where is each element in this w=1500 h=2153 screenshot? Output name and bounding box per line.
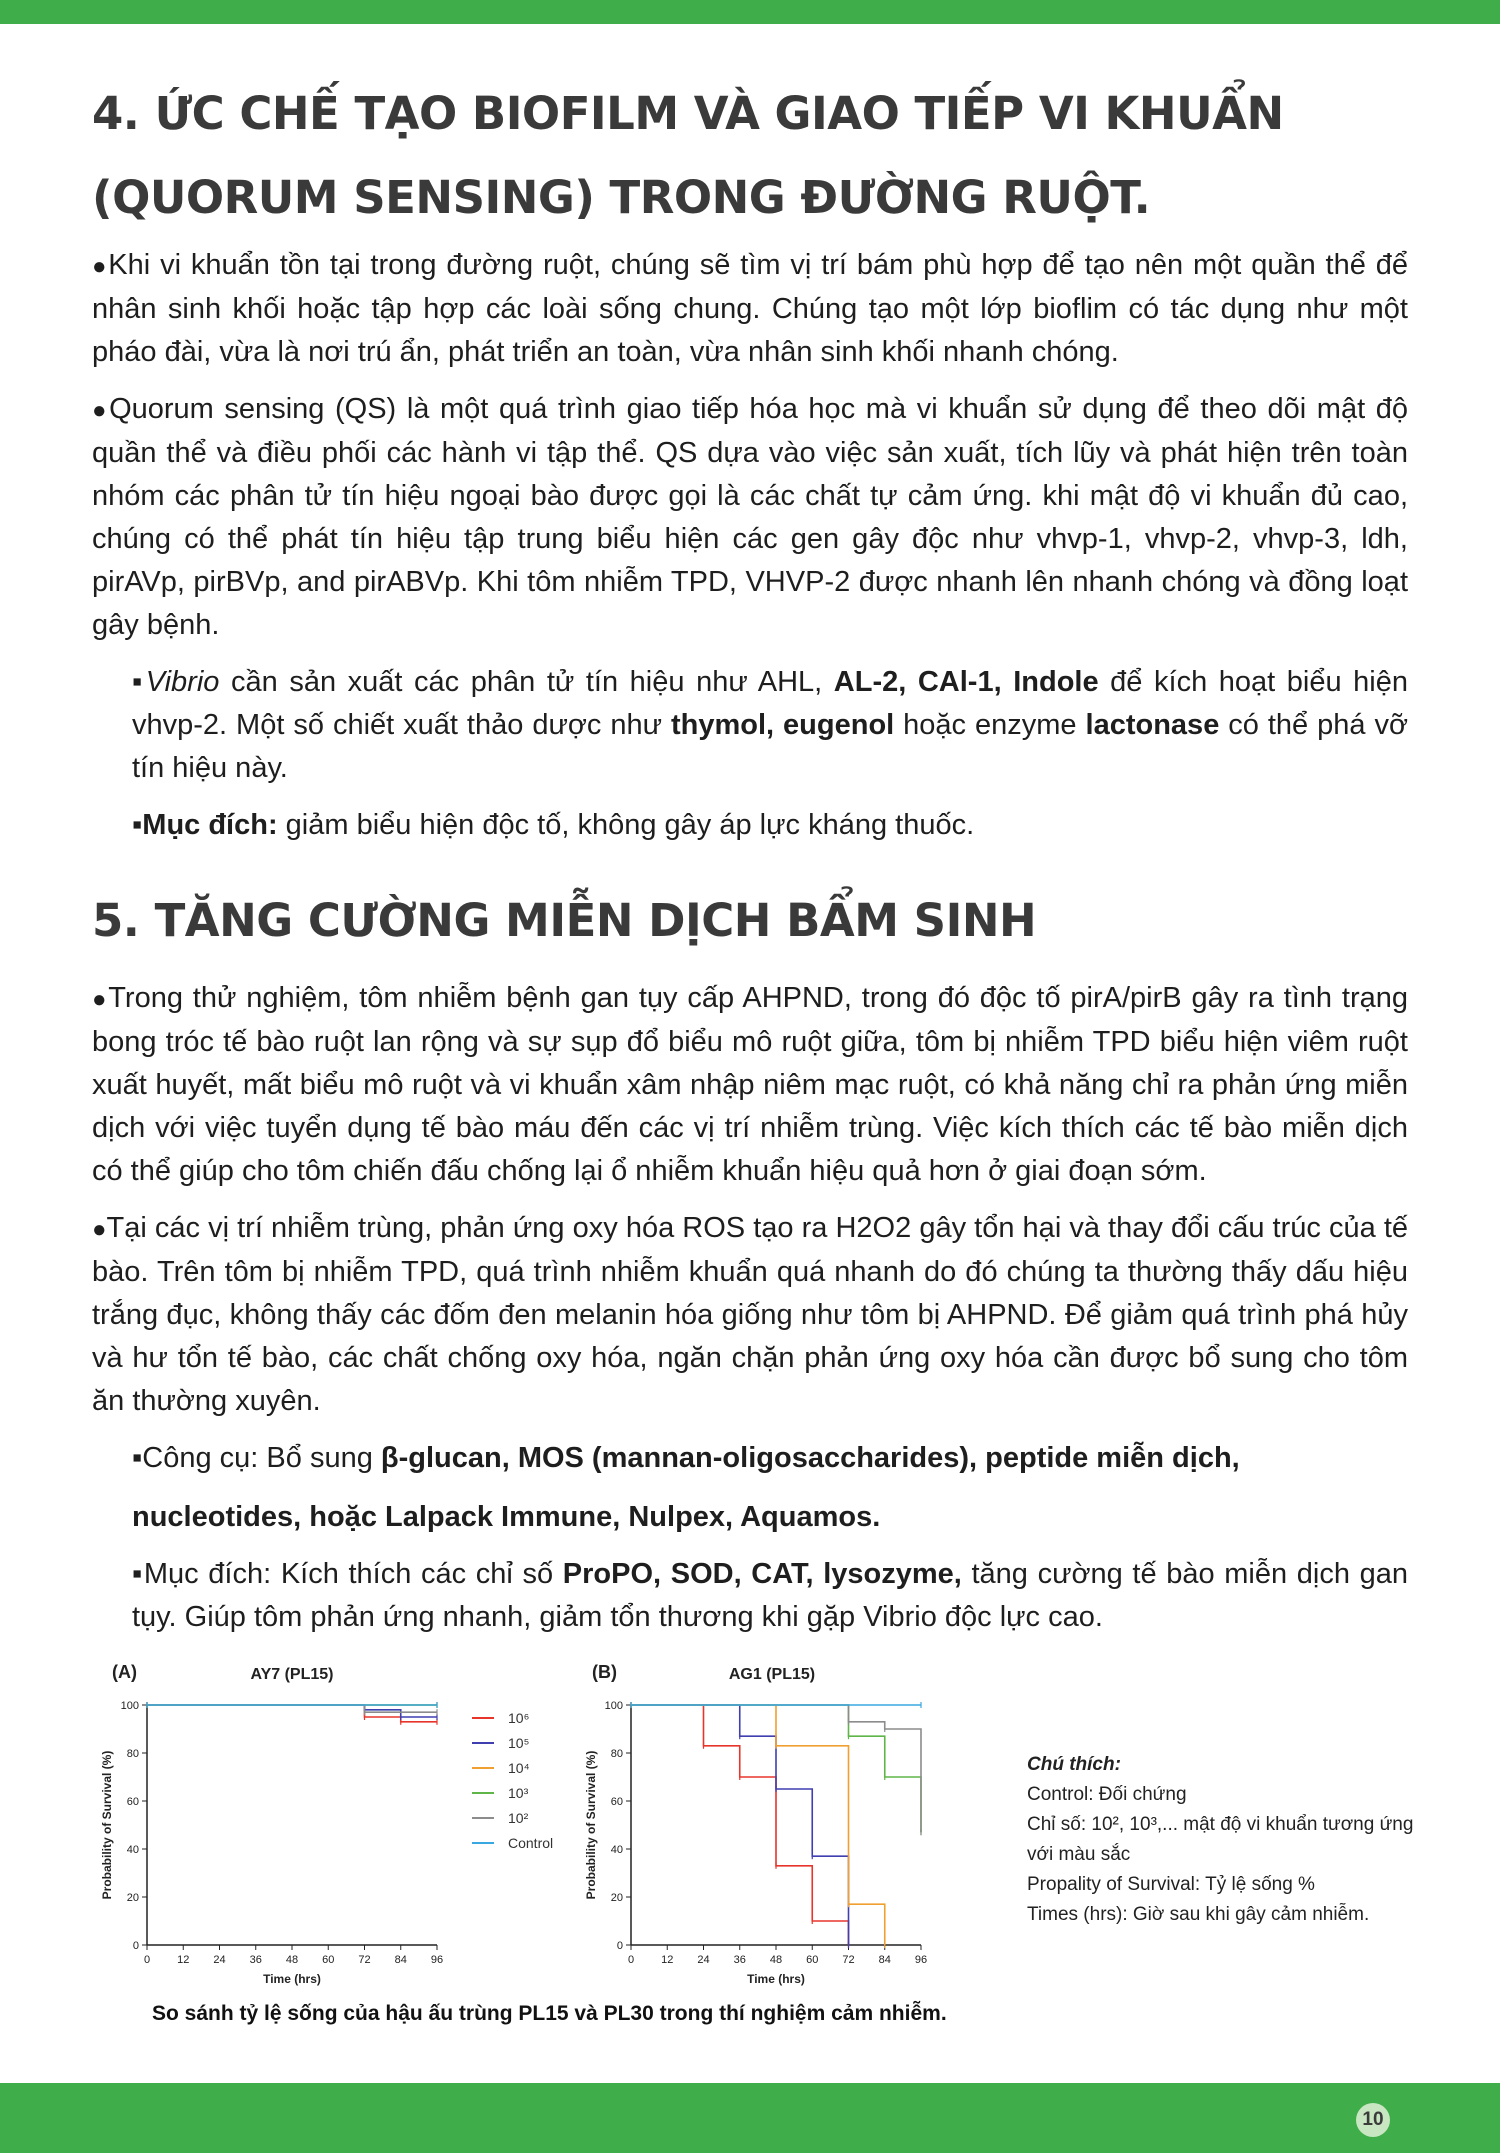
panel-b-tag: (B) bbox=[592, 1662, 617, 1682]
x-tick-label: 48 bbox=[285, 1954, 299, 1966]
section5-bullet-1: ●Trong thử nghiệm, tôm nhiễm bệnh gan tụy cấp AHPND, trong đó độc tố pirA/pirB gây ra tình trạng bong tróc tế bào ruột lan rộng và sự sụp đổ biểu mô ruột giữa, tôm bị nhiễm TPD biểu hiện viêm ruột xuất huyết, mất biểu mô ruột và vi khuẩn xâm nhập niêm mạc ruột, có khả năng chỉ ra phản ứng miễn dịch với việc tuyển dụng tế bào máu đến các vị trí nhiễm trùng. Việc kích thích các tế bào miễn dịch có thể giúp cho tôm chiến đấu chống lại ổ nhiễm khuẩn hiệu quả hơn ở giai đoạn sớm. bbox=[92, 982, 1408, 1187]
square-bullet-icon: ▪ bbox=[132, 809, 143, 841]
note-title: Chú thích: bbox=[1027, 1754, 1121, 1775]
legend-label: 10⁶ bbox=[508, 1709, 530, 1726]
legend-swatch bbox=[472, 1767, 494, 1769]
y-tick-label: 80 bbox=[610, 1748, 623, 1760]
y-tick-label: 60 bbox=[126, 1796, 139, 1808]
series-line bbox=[147, 1705, 437, 1717]
legend-item bbox=[472, 1830, 553, 1855]
legend-item bbox=[472, 1780, 553, 1805]
legend-item bbox=[472, 1805, 553, 1830]
square-bullet-icon: ▪ bbox=[132, 1442, 143, 1474]
section4-sub-purpose: ▪Mục đích: giảm biểu hiện độc tố, không gây áp lực kháng thuốc. bbox=[132, 809, 975, 841]
x-axis-label: Time (hrs) bbox=[747, 1972, 805, 1986]
x-tick-label: 72 bbox=[842, 1954, 855, 1966]
legend-label: 10² bbox=[508, 1809, 529, 1826]
figure-caption: So sánh tỷ lệ sống của hậu ấu trùng PL15 và PL30 trong thí nghiệm cảm nhiễm. bbox=[152, 2002, 947, 2025]
note-line: Control: Đối chứng bbox=[1027, 1784, 1187, 1805]
chart-a bbox=[92, 1680, 452, 2020]
y-tick-label: 80 bbox=[126, 1748, 139, 1760]
x-tick-label: 0 bbox=[627, 1954, 635, 1966]
x-tick-label: 24 bbox=[213, 1954, 226, 1966]
section4-title-line2: (QUORUM SENSING) TRONG ĐƯỜNG RUỘT. bbox=[92, 171, 1151, 224]
legend-swatch bbox=[472, 1817, 494, 1819]
series-line bbox=[147, 1705, 437, 1722]
series-line bbox=[631, 1705, 849, 1945]
legend-item bbox=[472, 1705, 553, 1730]
bullet-dot-icon: ● bbox=[92, 397, 110, 424]
panel-a-title: AY7 (PL15) bbox=[250, 1666, 334, 1683]
x-tick-label: 60 bbox=[806, 1954, 819, 1966]
section4-bullet-2: ●Quorum sensing (QS) là một quá trình giao tiếp hóa học mà vi khuẩn sử dụng để theo dõi mật độ quần thể và điều phối các hành vi tập thể. QS dựa vào việc sản xuất, tích lũy và phát hiện trên toàn nhóm các phân tử tín hiệu ngoại bào được gọi là các chất tự cảm ứng. khi mật độ vi khuẩn đủ cao, chúng có thể phát tín hiệu tập trung biểu hiện các gen gây độc như vhvp-1, vhvp-2, vhvp-3, ldh, pirAVp, pirBVp, and pirABVp. Khi tôm nhiễm TPD, VHVP-2 được nhanh lên nhanh chóng và đồng loạt gây bệnh. bbox=[92, 393, 1409, 641]
chart-legend bbox=[472, 1705, 553, 1855]
series-line bbox=[631, 1705, 849, 1945]
bottom-accent-bar bbox=[0, 2083, 1500, 2153]
x-tick-label: 60 bbox=[322, 1954, 335, 1966]
y-tick-label: 100 bbox=[120, 1700, 139, 1712]
y-tick-label: 40 bbox=[126, 1844, 139, 1856]
y-tick-label: 40 bbox=[610, 1844, 623, 1856]
legend-swatch bbox=[472, 1792, 494, 1794]
y-tick-label: 20 bbox=[126, 1892, 139, 1904]
x-tick-label: 72 bbox=[358, 1954, 371, 1966]
legend-label: Control bbox=[508, 1834, 554, 1851]
page-number: 10 bbox=[1356, 2103, 1390, 2137]
note-line: Propality of Survival: Tỷ lệ sống % bbox=[1027, 1874, 1315, 1895]
section4-bullet-1: ●Khi vi khuẩn tồn tại trong đường ruột, chúng sẽ tìm vị trí bám phù hợp để tạo nên một quần thể để nhân sinh khối hoặc tập hợp các loài sống chung. Chúng tạo một lớp bioflim có tác dụng như một pháo đài, vừa là nơi trú ẩn, phát triển an toàn, vừa nhân sinh khối nhanh chóng. bbox=[92, 249, 1408, 368]
bullet-dot-icon: ● bbox=[92, 1216, 107, 1243]
note-line: Chỉ số: 10², 10³,... mật độ vi khuẩn tương ứng với màu sắc bbox=[1027, 1814, 1414, 1865]
y-tick-label: 0 bbox=[132, 1940, 139, 1952]
y-tick-label: 0 bbox=[616, 1940, 623, 1952]
bullet-dot-icon: ● bbox=[92, 986, 109, 1013]
x-tick-label: 48 bbox=[769, 1954, 783, 1966]
section5-sub-tools: ▪Công cụ: Bổ sung β-glucan, MOS (mannan-oligosaccharides), peptide miễn dịch, nucleotides, hoặc Lalpack Immune, Nulpex, Aquamos. bbox=[132, 1442, 1240, 1533]
y-tick-label: 100 bbox=[604, 1700, 623, 1712]
section5-sub-purpose: ▪Mục đích: Kích thích các chỉ số ProPO, SOD, CAT, lysozyme, tăng cường tế bào miễn dịch gan tụy. Giúp tôm phản ứng nhanh, giảm tổn thương khi gặp Vibrio độc lực cao. bbox=[132, 1558, 1409, 1633]
x-tick-label: 0 bbox=[143, 1954, 151, 1966]
x-tick-label: 96 bbox=[914, 1954, 928, 1966]
section5-bullet-2: ●Tại các vị trí nhiễm trùng, phản ứng oxy hóa ROS tạo ra H2O2 gây tổn hại và thay đổi cấu trúc của tế bào. Trên tôm bị nhiễm TPD, quá trình nhiễm khuẩn quá nhanh do đó chúng ta thường thấy dấu hiệu trắng đục, không thấy các đốm đen melanin hóa giống như tôm bị AHPND. Để giảm quá trình phá hủy và hư tổn tế bào, các chất chống oxy hóa, ngăn chặn phản ứng oxy hóa cần được bổ sung cho tôm ăn thường xuyên. bbox=[92, 1212, 1409, 1417]
section4-sub-vibrio: ▪Vibrio cần sản xuất các phân tử tín hiệu như AHL, AL-2, CAl-1, Indole để kích hoạt biểu hiện vhvp-2. Một số chiết xuất thảo dược như thymol, eugenol hoặc enzyme lactonase có thể phá vỡ tín hiệu này. bbox=[132, 666, 1409, 784]
x-tick-label: 24 bbox=[697, 1954, 710, 1966]
page-content bbox=[92, 72, 1408, 1639]
x-tick-label: 36 bbox=[249, 1954, 262, 1966]
square-bullet-icon: ▪ bbox=[132, 1558, 144, 1590]
legend-item bbox=[472, 1730, 553, 1755]
figure-note bbox=[1027, 1750, 1417, 1930]
legend-swatch bbox=[472, 1842, 494, 1844]
series-line bbox=[631, 1705, 885, 1945]
x-tick-label: 84 bbox=[878, 1954, 891, 1966]
chart-b bbox=[576, 1680, 936, 2020]
bullet-dot-icon: ● bbox=[92, 253, 109, 280]
legend-swatch bbox=[472, 1742, 494, 1744]
top-accent-bar bbox=[0, 0, 1500, 24]
note-line: Times (hrs): Giờ sau khi gây cảm nhiễm. bbox=[1027, 1904, 1370, 1925]
panel-a-tag: (A) bbox=[112, 1662, 137, 1682]
section4-title-line1: 4. ỨC CHẾ TẠO BIOFILM VÀ GIAO TIẾP VI KHUẨN bbox=[92, 87, 1284, 140]
legend-swatch bbox=[472, 1717, 494, 1719]
survival-figure bbox=[92, 1650, 1414, 2040]
section5-heading: 5. TĂNG CƯỜNG MIỄN DỊCH BẨM SINH bbox=[92, 894, 1037, 947]
x-tick-label: 36 bbox=[733, 1954, 746, 1966]
y-tick-label: 20 bbox=[610, 1892, 623, 1904]
x-tick-label: 96 bbox=[430, 1954, 444, 1966]
y-axis-label: Probability of Survival (%) bbox=[100, 1750, 114, 1900]
y-tick-label: 60 bbox=[610, 1796, 623, 1808]
legend-label: 10³ bbox=[508, 1784, 529, 1801]
x-tick-label: 84 bbox=[394, 1954, 407, 1966]
y-axis-label: Probability of Survival (%) bbox=[584, 1750, 598, 1900]
legend-label: 10⁵ bbox=[508, 1734, 530, 1751]
x-axis-label: Time (hrs) bbox=[263, 1972, 321, 1986]
x-tick-label: 12 bbox=[661, 1954, 674, 1966]
section4-heading bbox=[92, 72, 1408, 240]
series-line bbox=[147, 1705, 437, 1712]
square-bullet-icon: ▪ bbox=[132, 666, 146, 698]
legend-label: 10⁴ bbox=[508, 1759, 530, 1776]
panel-b-title: AG1 (PL15) bbox=[728, 1666, 816, 1683]
legend-item bbox=[472, 1755, 553, 1780]
x-tick-label: 12 bbox=[177, 1954, 190, 1966]
